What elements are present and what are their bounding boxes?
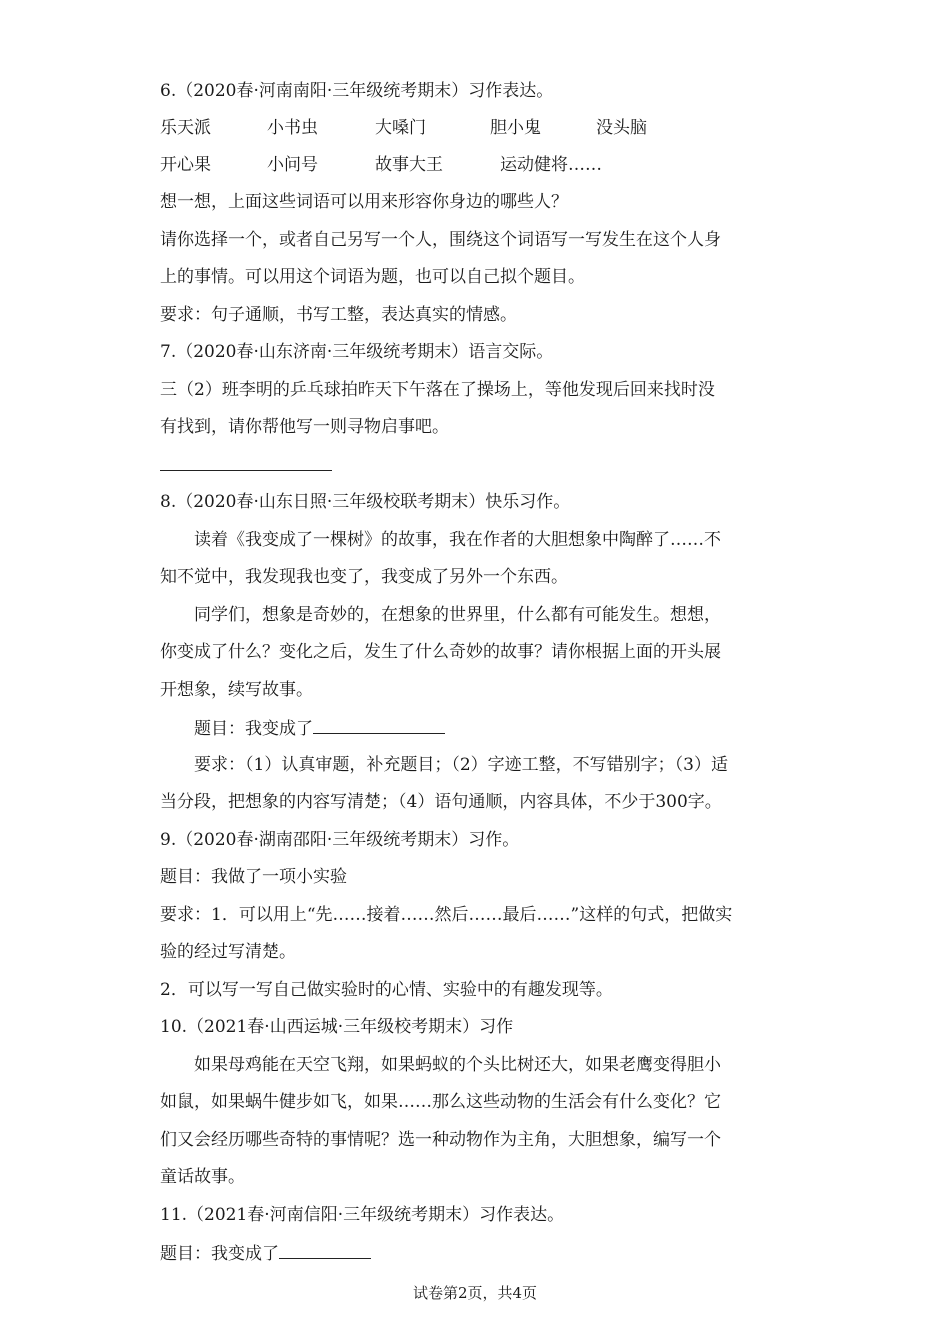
q7-paragraph: 有找到，请你帮他写一则寻物启事吧。 <box>160 417 449 437</box>
q8-paragraph: 你变成了什么？变化之后，发生了什么奇妙的故事？请你根据上面的开头展 <box>160 642 721 662</box>
q10-title: 10.（2021春·山西运城·三年级校考期末）习作 <box>160 1017 514 1037</box>
q7-paragraph: 三（2）班李明的乒乓球拍昨天下午落在了操场上，等他发现后回来找时没 <box>160 380 715 400</box>
q8-topic-label: 题目：我变成了 <box>194 719 313 739</box>
word-item: 小问号 <box>267 155 318 175</box>
q11-topic-blank[interactable] <box>279 1240 371 1259</box>
q6-paragraph: 请你选择一个，或者自己另写一个人，围绕这个词语写一写发生在这个人身 <box>160 230 721 250</box>
q6-requirement: 要求：句子通顺，书写工整，表达真实的情感。 <box>160 305 517 325</box>
word-item: 没头脑 <box>596 118 647 138</box>
q7-title: 7.（2020春·山东济南·三年级统考期末）语言交际。 <box>160 342 554 362</box>
q9-topic: 题目：我做了一项小实验 <box>160 867 347 887</box>
q8-paragraph: 知不觉中，我发现我也变了，我变成了另外一个东西。 <box>160 567 568 587</box>
q9-requirement: 2．可以写一写自己做实验时的心情、实验中的有趣发现等。 <box>160 980 613 1000</box>
page-footer: 试卷第2页，共4页 <box>412 1284 538 1302</box>
q10-paragraph: 们又会经历哪些奇特的事情呢？选一种动物作为主角，大胆想象，编写一个 <box>160 1130 721 1150</box>
word-item: 故事大王 <box>375 155 443 175</box>
q8-title: 8.（2020春·山东日照·三年级校联考期末）快乐习作。 <box>160 492 571 512</box>
word-item: 胆小鬼 <box>490 118 541 138</box>
q9-requirement: 验的经过写清楚。 <box>160 942 296 962</box>
q10-paragraph: 如鼠，如果蜗牛健步如飞，如果……那么这些动物的生活会有什么变化？它 <box>160 1092 721 1112</box>
q7-answer-line[interactable] <box>160 470 332 471</box>
q8-topic-blank[interactable] <box>313 715 445 734</box>
q8-requirement: 要求：（1）认真审题，补充题目；（2）字迹工整，不写错别字；（3）适 <box>194 755 728 775</box>
q6-title: 6.（2020春·河南南阳·三年级统考期末）习作表达。 <box>160 81 554 101</box>
word-item: 开心果 <box>160 155 211 175</box>
q11-topic <box>160 1240 371 1264</box>
q10-paragraph: 童话故事。 <box>160 1167 245 1187</box>
q11-topic-label: 题目：我变成了 <box>160 1244 279 1264</box>
q11-title: 11.（2021春·河南信阳·三年级统考期末）习作表达。 <box>160 1205 565 1225</box>
q6-paragraph: 想一想，上面这些词语可以用来形容你身边的哪些人？ <box>160 192 568 212</box>
q9-requirement: 要求：1．可以用上“先……接着……然后……最后……”这样的句式，把做实 <box>160 905 733 925</box>
word-item: 运动健将…… <box>500 155 602 175</box>
q8-topic <box>160 715 445 739</box>
word-item: 小书虫 <box>267 118 318 138</box>
q10-paragraph: 如果母鸡能在天空飞翔，如果蚂蚁的个头比树还大，如果老鹰变得胆小 <box>194 1055 721 1075</box>
word-item: 大嗓门 <box>375 118 426 138</box>
q8-paragraph: 同学们，想象是奇妙的，在想象的世界里，什么都有可能发生。想想， <box>194 605 721 625</box>
q8-paragraph: 读着《我变成了一棵树》的故事，我在作者的大胆想象中陶醉了……不 <box>194 530 721 550</box>
q8-paragraph: 开想象，续写故事。 <box>160 680 313 700</box>
q9-title: 9.（2020春·湖南邵阳·三年级统考期末）习作。 <box>160 830 520 850</box>
q6-paragraph: 上的事情。可以用这个词语为题，也可以自己拟个题目。 <box>160 267 585 287</box>
q8-requirement: 当分段，把想象的内容写清楚；（4）语句通顺，内容具体，不少于300字。 <box>160 792 722 812</box>
word-item: 乐天派 <box>160 118 211 138</box>
